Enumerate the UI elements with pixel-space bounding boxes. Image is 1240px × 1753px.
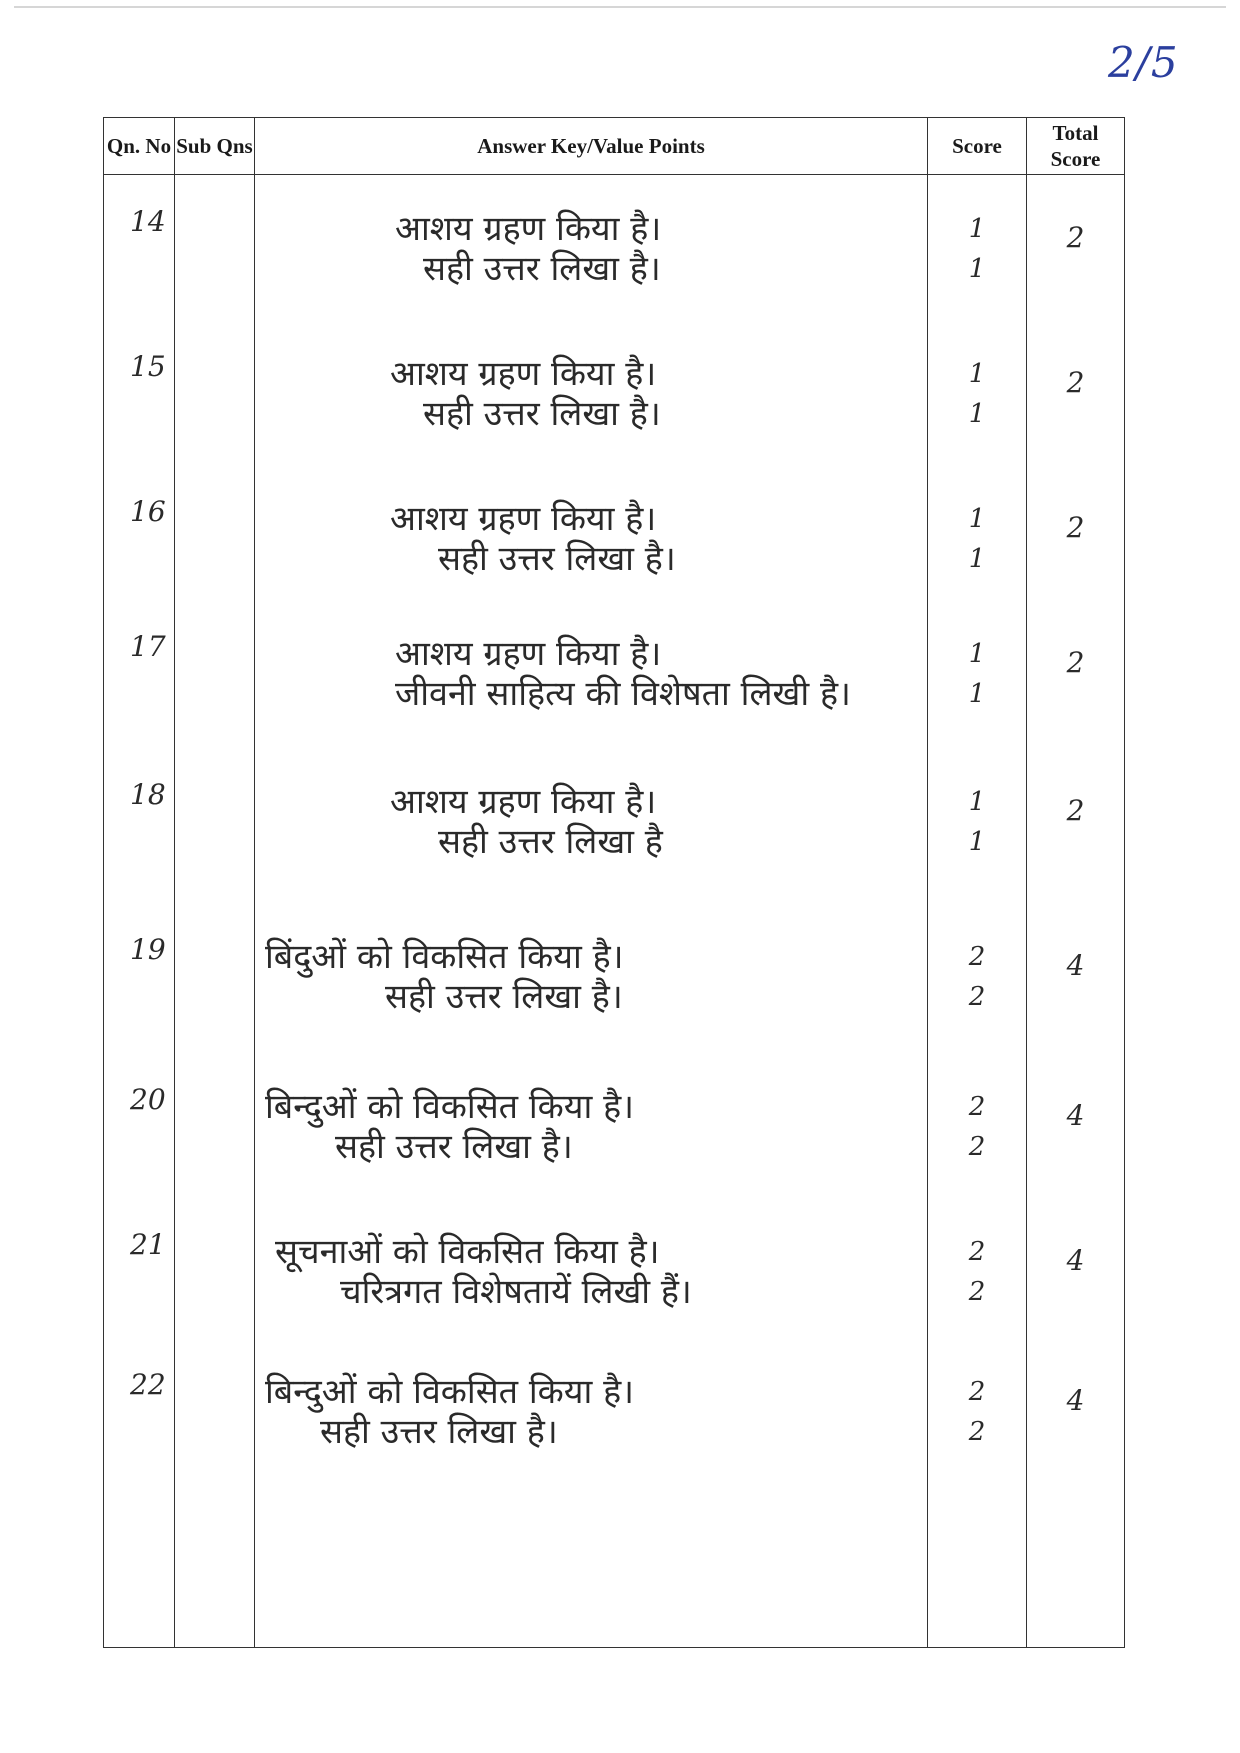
question-number: 16 (130, 494, 166, 528)
question-number: 21 (130, 1227, 166, 1261)
total-score-cell (1027, 600, 1125, 748)
answer-cell (255, 748, 928, 903)
score-2: 1 (968, 398, 986, 429)
table-row (104, 903, 1125, 1053)
score-2: 2 (968, 1276, 986, 1307)
sub-qns-cell (175, 175, 255, 320)
score-1: 1 (968, 358, 986, 389)
qno-cell (104, 748, 175, 903)
question-number: 17 (130, 629, 166, 663)
answer-cell (255, 320, 928, 465)
total-score: 2 (1066, 793, 1085, 827)
qno-cell (104, 1053, 175, 1198)
answer-point-2: सही उत्तर लिखा है। (385, 976, 623, 1017)
total-score: 2 (1066, 221, 1085, 254)
answer-point-2: सही उत्तर लिखा है। (423, 249, 661, 289)
qno-cell (104, 465, 175, 600)
qno-cell (104, 903, 175, 1053)
question-number: 19 (130, 932, 166, 966)
score-cell (928, 1053, 1027, 1198)
total-score-cell (1027, 903, 1125, 1053)
answer-point-1: सूचनाओं को विकसित किया है। (275, 1231, 660, 1272)
table-row (104, 748, 1125, 903)
total-score-cell (1027, 175, 1125, 320)
total-score-cell (1027, 1198, 1125, 1338)
answer-point-1: बिंदुओं को विकसित किया है। (265, 936, 624, 977)
table-row (104, 320, 1125, 465)
score-2: 1 (968, 543, 986, 574)
score-2: 2 (968, 981, 986, 1012)
score-1: 2 (968, 1236, 986, 1267)
total-score: 2 (1066, 510, 1085, 544)
answer-point-1: बिन्दुओं को विकसित किया है। (265, 1371, 635, 1412)
total-score-cell (1027, 465, 1125, 600)
qno-cell (104, 1338, 175, 1648)
answer-key-table (103, 117, 1125, 1648)
total-score: 2 (1066, 365, 1085, 399)
total-score: 2 (1066, 645, 1085, 679)
sub-qns-cell (175, 748, 255, 903)
table-row (104, 1338, 1125, 1648)
table-row (104, 1053, 1125, 1198)
answer-cell (255, 1338, 928, 1648)
answer-point-2: सही उत्तर लिखा है। (335, 1126, 573, 1167)
score-cell (928, 748, 1027, 903)
page-top-border (14, 6, 1226, 8)
question-number: 14 (130, 205, 166, 238)
answer-point-2: सही उत्तर लिखा है। (320, 1411, 558, 1452)
sub-qns-cell (175, 600, 255, 748)
total-score-cell (1027, 320, 1125, 465)
score-1: 1 (968, 503, 986, 534)
score-1: 2 (968, 941, 986, 972)
header-sub-qns: Sub Qns (175, 118, 255, 175)
question-number: 18 (130, 777, 166, 811)
score-2: 1 (968, 826, 986, 857)
qno-cell (104, 175, 175, 320)
answer-point-1: बिन्दुओं को विकसित किया है। (265, 1086, 635, 1127)
score-1: 1 (968, 214, 986, 244)
answer-cell (255, 465, 928, 600)
question-number: 15 (130, 349, 166, 383)
qno-cell (104, 1198, 175, 1338)
sub-qns-cell (175, 465, 255, 600)
header-score: Score (928, 118, 1027, 175)
score-cell (928, 903, 1027, 1053)
score-cell (928, 465, 1027, 600)
answer-point-2: सही उत्तर लिखा है (438, 821, 663, 862)
question-number: 22 (130, 1367, 166, 1401)
answer-cell (255, 1053, 928, 1198)
sub-qns-cell (175, 903, 255, 1053)
total-score-cell (1027, 1053, 1125, 1198)
score-1: 1 (968, 786, 986, 817)
answer-point-1: आशय ग्रहण किया है। (395, 633, 662, 674)
answer-point-1: आशय ग्रहण किया है। (395, 209, 662, 249)
score-cell (928, 320, 1027, 465)
total-score-cell (1027, 1338, 1125, 1648)
answer-point-1: आशय ग्रहण किया है। (390, 781, 657, 822)
score-2: 1 (968, 254, 986, 284)
score-1: 1 (968, 638, 986, 669)
answer-point-2: जीवनी साहित्य की विशेषता लिखी है। (395, 673, 851, 714)
answer-point-1: आशय ग्रहण किया है। (390, 498, 657, 539)
header-total-score: Total Score (1027, 118, 1125, 175)
total-score: 4 (1066, 1243, 1085, 1277)
answer-point-1: आशय ग्रहण किया है। (390, 353, 657, 394)
total-score: 4 (1066, 948, 1085, 982)
table-row (104, 600, 1125, 748)
header-row (104, 118, 1125, 175)
answer-cell (255, 903, 928, 1053)
answer-cell (255, 1198, 928, 1338)
qno-cell (104, 600, 175, 748)
total-score: 4 (1066, 1383, 1085, 1417)
score-cell (928, 600, 1027, 748)
page-number: 2/5 (1108, 38, 1179, 87)
total-score: 4 (1066, 1098, 1085, 1132)
score-cell (928, 1198, 1027, 1338)
table-row (104, 465, 1125, 600)
table-row (104, 1198, 1125, 1338)
score-1: 2 (968, 1091, 986, 1122)
header-qno: Qn. No (104, 118, 175, 175)
sub-qns-cell (175, 1198, 255, 1338)
header-answer-key: Answer Key/Value Points (255, 118, 928, 175)
answer-point-2: चरित्रगत विशेषतायें लिखी हैं। (340, 1271, 692, 1312)
sub-qns-cell (175, 320, 255, 465)
sub-qns-cell (175, 1053, 255, 1198)
score-1: 2 (968, 1376, 986, 1407)
score-2: 1 (968, 678, 986, 709)
answer-cell (255, 175, 928, 320)
sub-qns-cell (175, 1338, 255, 1648)
total-score-cell (1027, 748, 1125, 903)
score-cell (928, 175, 1027, 320)
answer-point-2: सही उत्तर लिखा है। (438, 538, 676, 579)
table-row (104, 175, 1125, 320)
score-2: 2 (968, 1131, 986, 1162)
answer-cell (255, 600, 928, 748)
score-cell (928, 1338, 1027, 1648)
score-2: 2 (968, 1416, 986, 1447)
question-number: 20 (130, 1082, 166, 1116)
qno-cell (104, 320, 175, 465)
answer-point-2: सही उत्तर लिखा है। (423, 393, 661, 434)
